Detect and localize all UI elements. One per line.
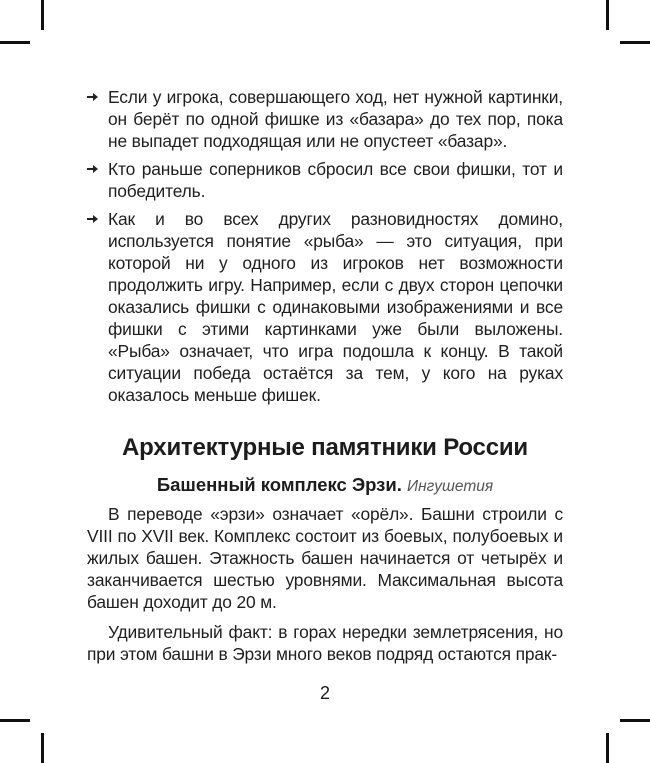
crop-mark-top-right-vertical bbox=[606, 0, 609, 30]
rules-list bbox=[87, 86, 563, 406]
crop-mark-top-right-horizontal bbox=[620, 41, 650, 44]
arrow-right-icon bbox=[87, 208, 101, 230]
crop-mark-bottom-right-horizontal bbox=[620, 719, 650, 722]
page-number: 2 bbox=[319, 683, 330, 703]
crop-mark-bottom-left-vertical bbox=[41, 733, 44, 763]
subheading bbox=[87, 472, 563, 500]
rules-section bbox=[87, 86, 563, 412]
crop-mark-top-left-horizontal bbox=[0, 41, 30, 44]
landmark-region: Ингушетия bbox=[407, 478, 494, 495]
section-title: Архитектурные памятники России bbox=[122, 434, 528, 461]
section-body bbox=[87, 503, 563, 673]
paragraph: В переводе «эрзи» означает «орёл». Башни строили с VIII по XVII век. Комплекс состоит из боевых, полубоевых и жилых башен. Этажность башен начинается от четырёх и заканчивается шестью уровнями. Максимальная высота башен доходит до 20 м. bbox=[87, 504, 563, 612]
list-item-text: Кто раньше соперников сбросил все свои фишки, тот и победитель. bbox=[108, 159, 563, 201]
list-item-text: Если у игрока, совершающего ход, нет нужной картинки, он берёт по одной фишке из «базара» до тех пор, пока не выпадет подходящая или не опустеет «базар». bbox=[108, 87, 563, 151]
arrow-right-icon bbox=[87, 158, 101, 180]
list-item bbox=[87, 208, 563, 406]
crop-mark-bottom-right-vertical bbox=[606, 733, 609, 763]
arrow-right-icon bbox=[87, 86, 101, 108]
list-item bbox=[87, 158, 563, 202]
list-item bbox=[87, 86, 563, 152]
crop-mark-top-left-vertical bbox=[41, 0, 44, 30]
paragraph: Удивительный факт: в горах нередки землетрясения, но при этом башни в Эрзи много веков подряд остаются прак- bbox=[87, 622, 563, 664]
landmark-name: Башенный комплекс Эрзи. bbox=[156, 474, 402, 495]
list-item-text: Как и во всех других разновидностях домино, используется понятие «рыба» — это ситуация, при которой ни у одного из игроков нет возможности продолжить игру. Например, если с двух сторон цепочки оказались фишки с одинаковыми изображениями и все фишки с этими картинками уже были выложены. «Рыба» означает, что игра подошла к концу. В такой ситуации победа остаётся за тем, у кого на руках оказалось меньше фишек. bbox=[108, 209, 563, 405]
crop-mark-bottom-left-horizontal bbox=[0, 719, 30, 722]
